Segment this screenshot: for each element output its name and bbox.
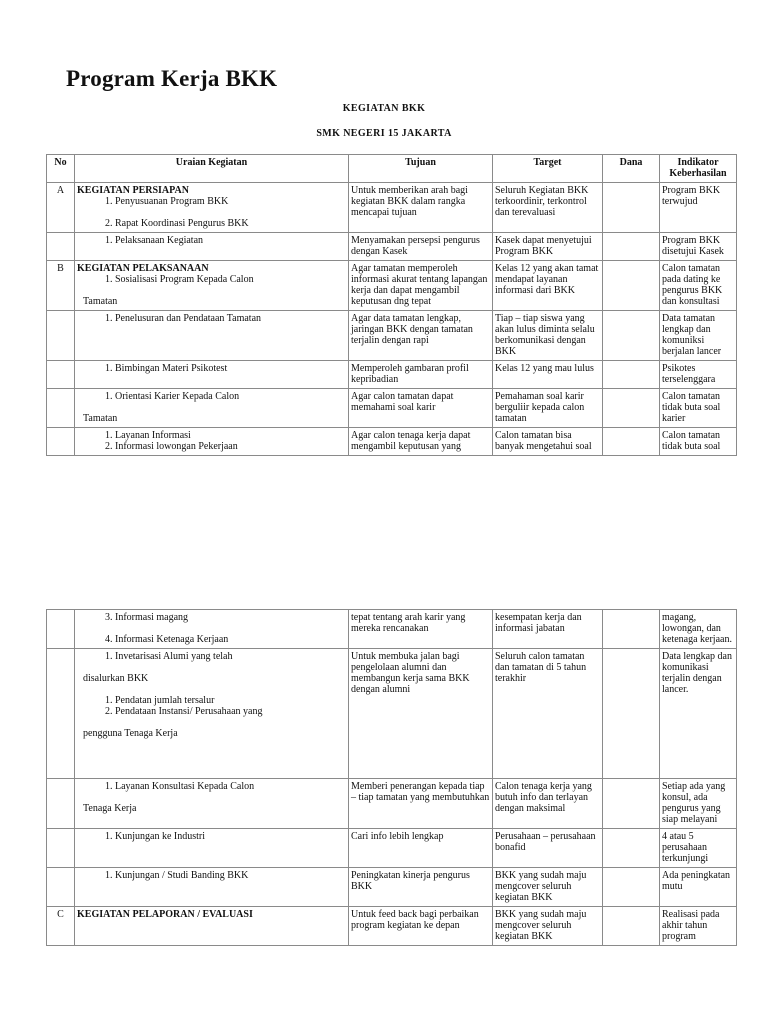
row-tujuan: tepat tentang arah karir yang mereka rencanakan	[349, 610, 493, 649]
row-uraian	[75, 428, 349, 456]
table-row	[47, 829, 737, 868]
page-break	[0, 470, 768, 605]
table-row	[47, 428, 737, 456]
row-uraian	[75, 779, 349, 829]
row-target: Seluruh Kegiatan BKK terkoordinir, terkontrol dan terevaluasi	[493, 183, 603, 233]
document-title: Program Kerja BKK	[66, 66, 278, 91]
row-uraian	[75, 868, 349, 907]
row-tujuan: Untuk membuka jalan bagi pengelolaan alumni dan membangun kerja sama BKK dengan alumni	[349, 649, 493, 779]
row-indikator: Program BKK terwujud	[660, 183, 737, 233]
row-target: BKK yang sudah maju mengcover seluruh kegiatan BKK	[493, 868, 603, 907]
list-item-continuation: disalurkan BKK	[83, 673, 149, 684]
row-number: A	[47, 183, 75, 233]
table-row	[47, 907, 737, 946]
list-item-continuation: pengguna Tenaga Kerja	[83, 728, 178, 739]
row-uraian	[75, 183, 349, 233]
table-row	[47, 779, 737, 829]
row-tujuan: Menyamakan persepsi pengurus dengan Kasek	[349, 233, 493, 261]
list-item-continuation: Tenaga Kerja	[83, 803, 137, 814]
row-number	[47, 389, 75, 428]
row-indikator: Data tamatan lengkap dan komuniksi berjalan lancer	[660, 311, 737, 361]
list-item-continuation: Tamatan	[83, 413, 118, 424]
table-row	[47, 183, 737, 233]
subtitle-kegiatan: KEGIATAN BKK	[342, 103, 426, 114]
table-row	[47, 649, 737, 779]
row-tujuan: Cari info lebih lengkap	[349, 829, 493, 868]
section-heading: KEGIATAN PELAKSANAAN	[77, 263, 209, 274]
row-tujuan: Untuk memberikan arah bagi kegiatan BKK dalam rangka mencapai tujuan	[349, 183, 493, 233]
row-tujuan: Agar data tamatan lengkap, jaringan BKK dengan tamatan terjalin dengan rapi	[349, 311, 493, 361]
row-indikator: Calon tamatan tidak buta soal karier	[660, 389, 737, 428]
header-dana: Dana	[603, 155, 660, 183]
row-dana	[603, 868, 660, 907]
row-uraian	[75, 610, 349, 649]
list-item: 1. Pelaksanaan Kegiatan	[115, 235, 346, 246]
row-target: Kelas 12 yang akan tamat mendapat layanan informasi dari BKK	[493, 261, 603, 311]
row-tujuan: Agar calon tenaga kerja dapat mengambil keputusan yang	[349, 428, 493, 456]
row-tujuan: Untuk feed back bagi perbaikan program kegiatan ke depan	[349, 907, 493, 946]
row-number	[47, 868, 75, 907]
row-number	[47, 649, 75, 779]
row-dana	[603, 389, 660, 428]
list-item-continuation: Tamatan	[83, 296, 118, 307]
header-indikator: Indikator Keberhasilan	[660, 155, 737, 183]
subtitle-school: SMK NEGERI 15 JAKARTA	[316, 128, 452, 139]
list-item: 1. Sosialisasi Program Kepada Calon	[115, 274, 346, 285]
row-target: Seluruh calon tamatan dan tamatan di 5 tahun terakhir	[493, 649, 603, 779]
program-table-page2	[46, 609, 737, 946]
row-uraian	[75, 907, 349, 946]
list-item: 2. Pendataan Instansi/ Perusahaan yang	[115, 706, 346, 717]
row-dana	[603, 233, 660, 261]
row-dana	[603, 428, 660, 456]
list-item: 2. Informasi lowongan Pekerjaan	[115, 441, 346, 452]
row-indikator: Psikotes terselenggara	[660, 361, 737, 389]
row-tujuan: Agar calon tamatan dapat memahami soal karir	[349, 389, 493, 428]
list-item: 1. Kunjungan / Studi Banding BKK	[115, 870, 346, 881]
list-item: 3. Informasi magang	[115, 612, 346, 623]
row-uraian	[75, 389, 349, 428]
row-number	[47, 233, 75, 261]
row-dana	[603, 779, 660, 829]
row-indikator: Calon tamatan pada dating ke pengurus BKK dan konsultasi	[660, 261, 737, 311]
row-dana	[603, 907, 660, 946]
row-dana	[603, 829, 660, 868]
row-dana	[603, 361, 660, 389]
table-row	[47, 233, 737, 261]
row-indikator: magang, lowongan, dan ketenaga kerjaan.	[660, 610, 737, 649]
header-tujuan: Tujuan	[349, 155, 493, 183]
row-number	[47, 311, 75, 361]
list-item: 1. Kunjungan ke Industri	[115, 831, 346, 842]
table-header-row	[47, 155, 737, 183]
row-dana	[603, 261, 660, 311]
row-number: C	[47, 907, 75, 946]
row-indikator: Realisasi pada akhir tahun program	[660, 907, 737, 946]
row-number	[47, 829, 75, 868]
header-uraian: Uraian Kegiatan	[75, 155, 349, 183]
list-item: 1. Pendatan jumlah tersalur	[115, 695, 346, 706]
row-number	[47, 361, 75, 389]
row-target: BKK yang sudah maju mengcover seluruh kegiatan BKK	[493, 907, 603, 946]
row-target: Tiap – tiap siswa yang akan lulus diminta selalu berkomunikasi dengan BKK	[493, 311, 603, 361]
row-dana	[603, 649, 660, 779]
row-target: Calon tamatan bisa banyak mengetahui soal	[493, 428, 603, 456]
table-row	[47, 868, 737, 907]
list-item: 1. Orientasi Karier Kepada Calon	[115, 391, 346, 402]
row-number	[47, 428, 75, 456]
row-tujuan: Agar tamatan memperoleh informasi akurat tentang lapangan kerja dan dapat mengambil keputusan dng tepat	[349, 261, 493, 311]
row-tujuan: Memperoleh gambaran profil kepribadian	[349, 361, 493, 389]
row-indikator: Ada peningkatan mutu	[660, 868, 737, 907]
row-indikator: Data lengkap dan komunikasi terjalin dengan lancer.	[660, 649, 737, 779]
program-table-page1	[46, 154, 737, 456]
row-indikator: Setiap ada yang konsul, ada pengurus yang siap melayani	[660, 779, 737, 829]
row-target: Kasek dapat menyetujui Program BKK	[493, 233, 603, 261]
list-item: 1. Layanan Konsultasi Kepada Calon	[115, 781, 346, 792]
row-uraian	[75, 261, 349, 311]
row-tujuan: Peningkatan kinerja pengurus BKK	[349, 868, 493, 907]
header-target: Target	[493, 155, 603, 183]
row-tujuan: Memberi penerangan kepada tiap – tiap tamatan yang membutuhkan	[349, 779, 493, 829]
list-item: 2. Rapat Koordinasi Pengurus BKK	[115, 218, 346, 229]
section-heading: KEGIATAN PELAPORAN / EVALUASI	[77, 909, 253, 920]
row-indikator: 4 atau 5 perusahaan terkunjungi	[660, 829, 737, 868]
row-target: Pemahaman soal karir berguliir kepada calon tamatan	[493, 389, 603, 428]
row-target: Perusahaan – perusahaan bonafid	[493, 829, 603, 868]
list-item: 1. Invetarisasi Alumi yang telah	[115, 651, 346, 662]
row-target: Kelas 12 yang mau lulus	[493, 361, 603, 389]
table-row	[47, 610, 737, 649]
row-uraian	[75, 311, 349, 361]
row-target: Calon tenaga kerja yang butuh info dan terlayan dengan maksimal	[493, 779, 603, 829]
row-uraian	[75, 233, 349, 261]
row-dana	[603, 183, 660, 233]
section-heading: KEGIATAN PERSIAPAN	[77, 185, 189, 196]
row-indikator: Program BKK disetujui Kasek	[660, 233, 737, 261]
row-uraian	[75, 361, 349, 389]
header-no: No	[47, 155, 75, 183]
row-target: kesempatan kerja dan informasi jabatan	[493, 610, 603, 649]
table-row	[47, 361, 737, 389]
table-row	[47, 389, 737, 428]
table-row	[47, 311, 737, 361]
row-number: B	[47, 261, 75, 311]
list-item: 1. Penyusuanan Program BKK	[115, 196, 346, 207]
row-indikator: Calon tamatan tidak buta soal	[660, 428, 737, 456]
row-uraian	[75, 829, 349, 868]
list-item: 1. Penelusuran dan Pendataan Tamatan	[115, 313, 346, 324]
list-item: 1. Layanan Informasi	[115, 430, 346, 441]
row-uraian	[75, 649, 349, 779]
list-item: 1. Bimbingan Materi Psikotest	[115, 363, 346, 374]
row-dana	[603, 610, 660, 649]
list-item: 4. Informasi Ketenaga Kerjaan	[115, 634, 346, 645]
row-dana	[603, 311, 660, 361]
row-number	[47, 610, 75, 649]
table-row	[47, 261, 737, 311]
row-number	[47, 779, 75, 829]
